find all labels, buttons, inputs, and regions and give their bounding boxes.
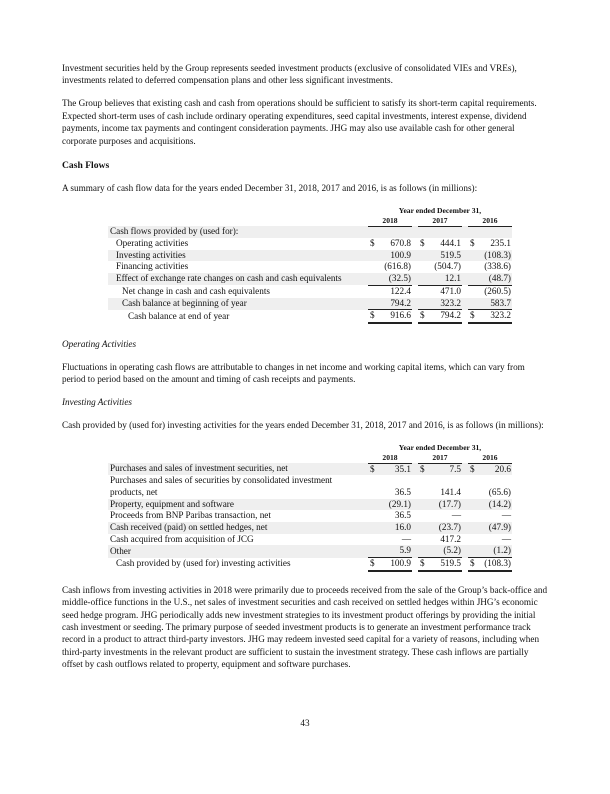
table1-year-2018: 2018 bbox=[368, 216, 412, 227]
table-row: Other 5.9 (5.2) (1.2) bbox=[110, 545, 511, 556]
page-number: 43 bbox=[300, 718, 310, 728]
table-row: Operating activities $ 670.8 $ 444.1 $ 235.1 bbox=[116, 238, 511, 249]
table-row: Cash received (paid) on settled hedges, net 16.0 (23.7) (47.9) bbox=[110, 522, 511, 533]
investing-activities-table bbox=[108, 443, 512, 572]
investing-activities-heading: Investing Activities bbox=[62, 397, 132, 408]
investing-activities-discussion: Cash inflows from investing activities in 2018 were primarily due to proceeds received from the sale of the Group’s back-office and middle-office functions in the U.S., net sales of investment securities and cash received on settled hedges within JHG’s economic seed hedge program. JHG periodically adds new investment strategies to its investment product offerings by providing the initial cash investment or seeding. The primary purpose of seeded investment products is to generate an investment performance track record in a product to attract third-party investors. JHG may redeem invested seed capital for a variety of reasons, including when third-party investments in the relevant product are sufficient to sustain the investment strategy. These cash inflows are partially offset by cash outflows related to property, equipment and software purchases. bbox=[62, 584, 548, 670]
table1-year-2017: 2017 bbox=[418, 216, 462, 227]
cash-flows-heading: Cash Flows bbox=[62, 159, 110, 171]
table-row: Net change in cash and cash equivalents 122.4 471.0 (260.5) bbox=[122, 285, 511, 296]
table-row: Cash provided by (used for) investing activities $ 100.9 $ 519.5 $ (108.3) bbox=[108, 558, 512, 571]
table-row: Cash balance at beginning of year 794.2 323.2 583.7 bbox=[108, 298, 512, 310]
operating-activities-text: Fluctuations in operating cash flows are attributable to changes in net income and working capital items, which can vary from period to period based on the amount and timing of cash receipts and payments. bbox=[62, 361, 525, 385]
investing-activities-intro: Cash provided by (used for) investing activities for the years ended December 31, 2018, 2017 and 2016, is as follows (in millions): bbox=[62, 420, 544, 431]
intro-paragraph-1: Investment securities held by the Group represents seeded investment products (exclusive of consolidated VIEs and VREs), investments related to deferred compensation plans and other less significant investments. bbox=[62, 63, 517, 86]
table-row: Cash balance at end of year $ 916.6 $ 794.2 $ 323.2 bbox=[108, 310, 512, 323]
table-row: products, net 36.5 141.4 (65.6) bbox=[110, 486, 511, 497]
table2-period-header: Year ended December 31, bbox=[398, 442, 482, 452]
table-row: Property, equipment and software (29.1) (17.7) (14.2) bbox=[110, 498, 511, 509]
table-row: Purchases and sales of securities by consolidated investment bbox=[110, 475, 333, 486]
table-row: Financing activities (616.8) (504.7) (338.6) bbox=[116, 261, 511, 272]
table1-section-label: Cash flows provided by (used for): bbox=[108, 226, 368, 238]
table2-year-2017: 2017 bbox=[418, 453, 462, 464]
table-row: Proceeds from BNP Paribas transaction, net 36.5 — — bbox=[110, 510, 511, 521]
table1-period-header: Year ended December 31, bbox=[398, 205, 482, 215]
table-row: Cash acquired from acquisition of JCG — 417.2 — bbox=[110, 533, 511, 544]
table2-year-2016: 2016 bbox=[468, 453, 512, 464]
cash-flows-intro: A summary of cash flow data for the years ended December 31, 2018, 2017 and 2016, is as follows (in millions): bbox=[62, 183, 478, 194]
operating-activities-heading: Operating Activities bbox=[62, 338, 137, 349]
intro-paragraph-2: The Group believes that existing cash and cash from operations should be sufficient to satisfy its short-term capital requirements. Expected short-term uses of cash include ordinary operating expenditures, seed capital investments, interest expense, dividend payments, income tax payments and contingent consideration payments. JHG may also use available cash for other general corporate purposes and acquisitions. bbox=[62, 98, 537, 146]
table-row: Investing activities 100.9 519.5 (108.3) bbox=[108, 250, 512, 262]
table1-year-2016: 2016 bbox=[468, 216, 512, 227]
document-page bbox=[62, 62, 550, 671]
table-row: Purchases and sales of investment securities, net $ 35.1 $ 7.5 $ 20.6 bbox=[110, 463, 511, 474]
table-row: Effect of exchange rate changes on cash and cash equivalents (32.5) 12.1 (48.7) bbox=[108, 273, 512, 285]
cash-flow-summary-table bbox=[108, 206, 512, 324]
table2-year-2018: 2018 bbox=[368, 453, 412, 464]
